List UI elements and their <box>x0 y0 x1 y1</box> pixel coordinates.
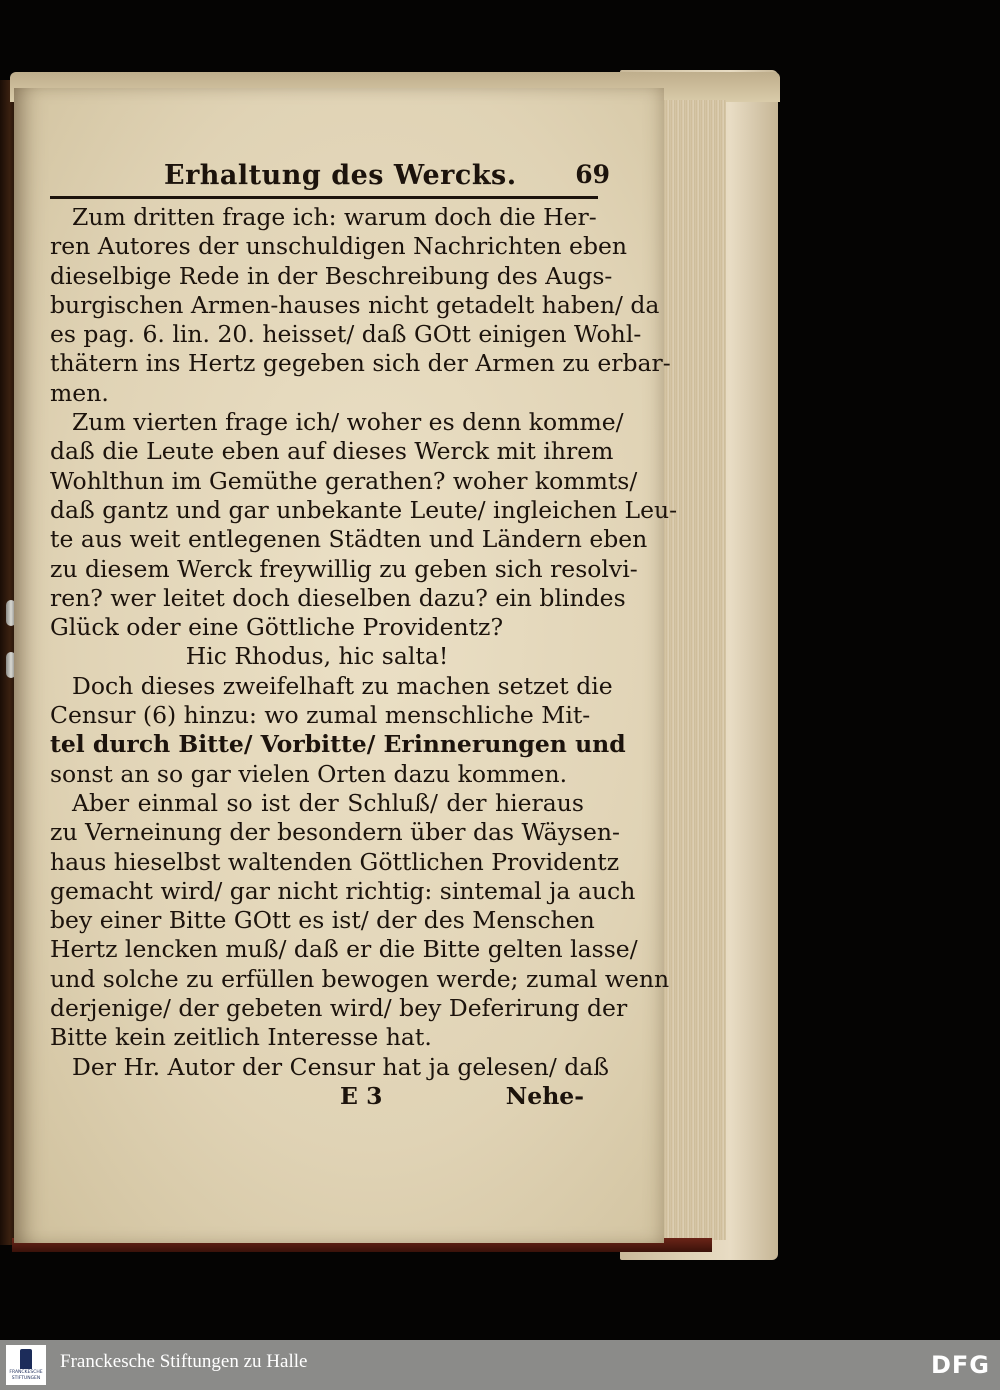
institution-logo[interactable] <box>6 1345 46 1385</box>
text-line: derjenige/ der gebeten wird/ bey Deferirung der <box>50 994 628 1023</box>
text-line: gemacht wird/ gar nicht richtig: sintemal ja auch <box>50 876 636 905</box>
book-page <box>14 88 678 1243</box>
text-line: haus hieselbst waltenden Göttlichen Providentz <box>50 847 620 876</box>
text-line: Censur (6) hinzu: wo zumal menschliche Mit- <box>50 701 591 730</box>
running-head <box>54 160 610 194</box>
text-line: thätern ins Hertz gegeben sich der Armen zu erbar- <box>50 349 671 378</box>
text-line: dieselbige Rede in der Beschreibung des Augs- <box>50 261 613 290</box>
text-line: Doch dieses zweifelhaft zu machen setzet die <box>72 671 613 700</box>
text-line: daß gantz und gar unbekante Leute/ ingleichen Leu- <box>50 495 678 524</box>
text-line: Zum vierten frage ich/ woher es denn komme/ <box>72 408 624 437</box>
text-line: Aber einmal so ist der Schluß/ der hieraus <box>72 788 584 817</box>
text-line: ren Autores der unschuldigen Nachrichten eben <box>50 232 628 261</box>
text-line: Glück oder eine Göttliche Providentz? <box>50 613 504 642</box>
running-title: Erhaltung des Wercks. <box>164 160 517 191</box>
logo-text: FRANCKESCHE STIFTUNGEN <box>9 1370 43 1381</box>
text-line: te aus weit entlegenen Städten und Ländern eben <box>50 525 648 554</box>
text-line: men. <box>50 378 109 407</box>
text-line: Hertz lencken muß/ daß er die Bitte gelten lasse/ <box>50 935 638 964</box>
text-line: tel durch Bitte/ Vorbitte/ Erinnerungen und <box>50 730 626 759</box>
catchword: Nehe- <box>505 1081 584 1110</box>
text-line: und solche zu erfüllen bewogen werde; zumal wenn <box>50 964 670 993</box>
text-line: Bitte kein zeitlich Interesse hat. <box>50 1023 432 1052</box>
text-line: burgischen Armen-hauses nicht getadelt haben/ da <box>50 290 660 319</box>
text-line: Zum dritten frage ich: warum doch die Her- <box>72 203 597 231</box>
text-line: sonst an so gar vielen Orten dazu kommen. <box>50 759 568 788</box>
text-line: Der Hr. Autor der Censur hat ja gelesen/ daß <box>72 1052 609 1081</box>
text-line: es pag. 6. lin. 20. heisset/ daß GOtt einigen Wohl- <box>50 320 642 349</box>
page-foot <box>50 1082 584 1112</box>
building-icon <box>20 1349 32 1369</box>
text-line: bey einer Bitte GOtt es ist/ der des Menschen <box>50 906 595 935</box>
text-line: Wohlthun im Gemüthe gerathen? woher kommts/ <box>50 466 638 495</box>
header-rule <box>50 196 598 199</box>
institution-name: Franckesche Stiftungen zu Halle <box>60 1351 308 1372</box>
dfg-logo[interactable]: DFG <box>930 1351 990 1379</box>
page-text <box>50 160 678 1112</box>
viewer-footer <box>0 1340 1000 1390</box>
latin-motto: Hic Rhodus, hic salta! <box>185 642 449 671</box>
text-line: zu Verneinung der besondern über das Wäysen- <box>50 818 620 847</box>
text-line: daß die Leute eben auf dieses Werck mit ihrem <box>50 437 614 466</box>
signature-mark: E 3 <box>340 1081 383 1110</box>
text-line: zu diesem Werck freywillig zu geben sich resolvi- <box>50 554 638 583</box>
text-line: ren? wer leitet doch dieselben dazu? ein blindes <box>50 583 626 612</box>
page-number: 69 <box>575 160 610 189</box>
